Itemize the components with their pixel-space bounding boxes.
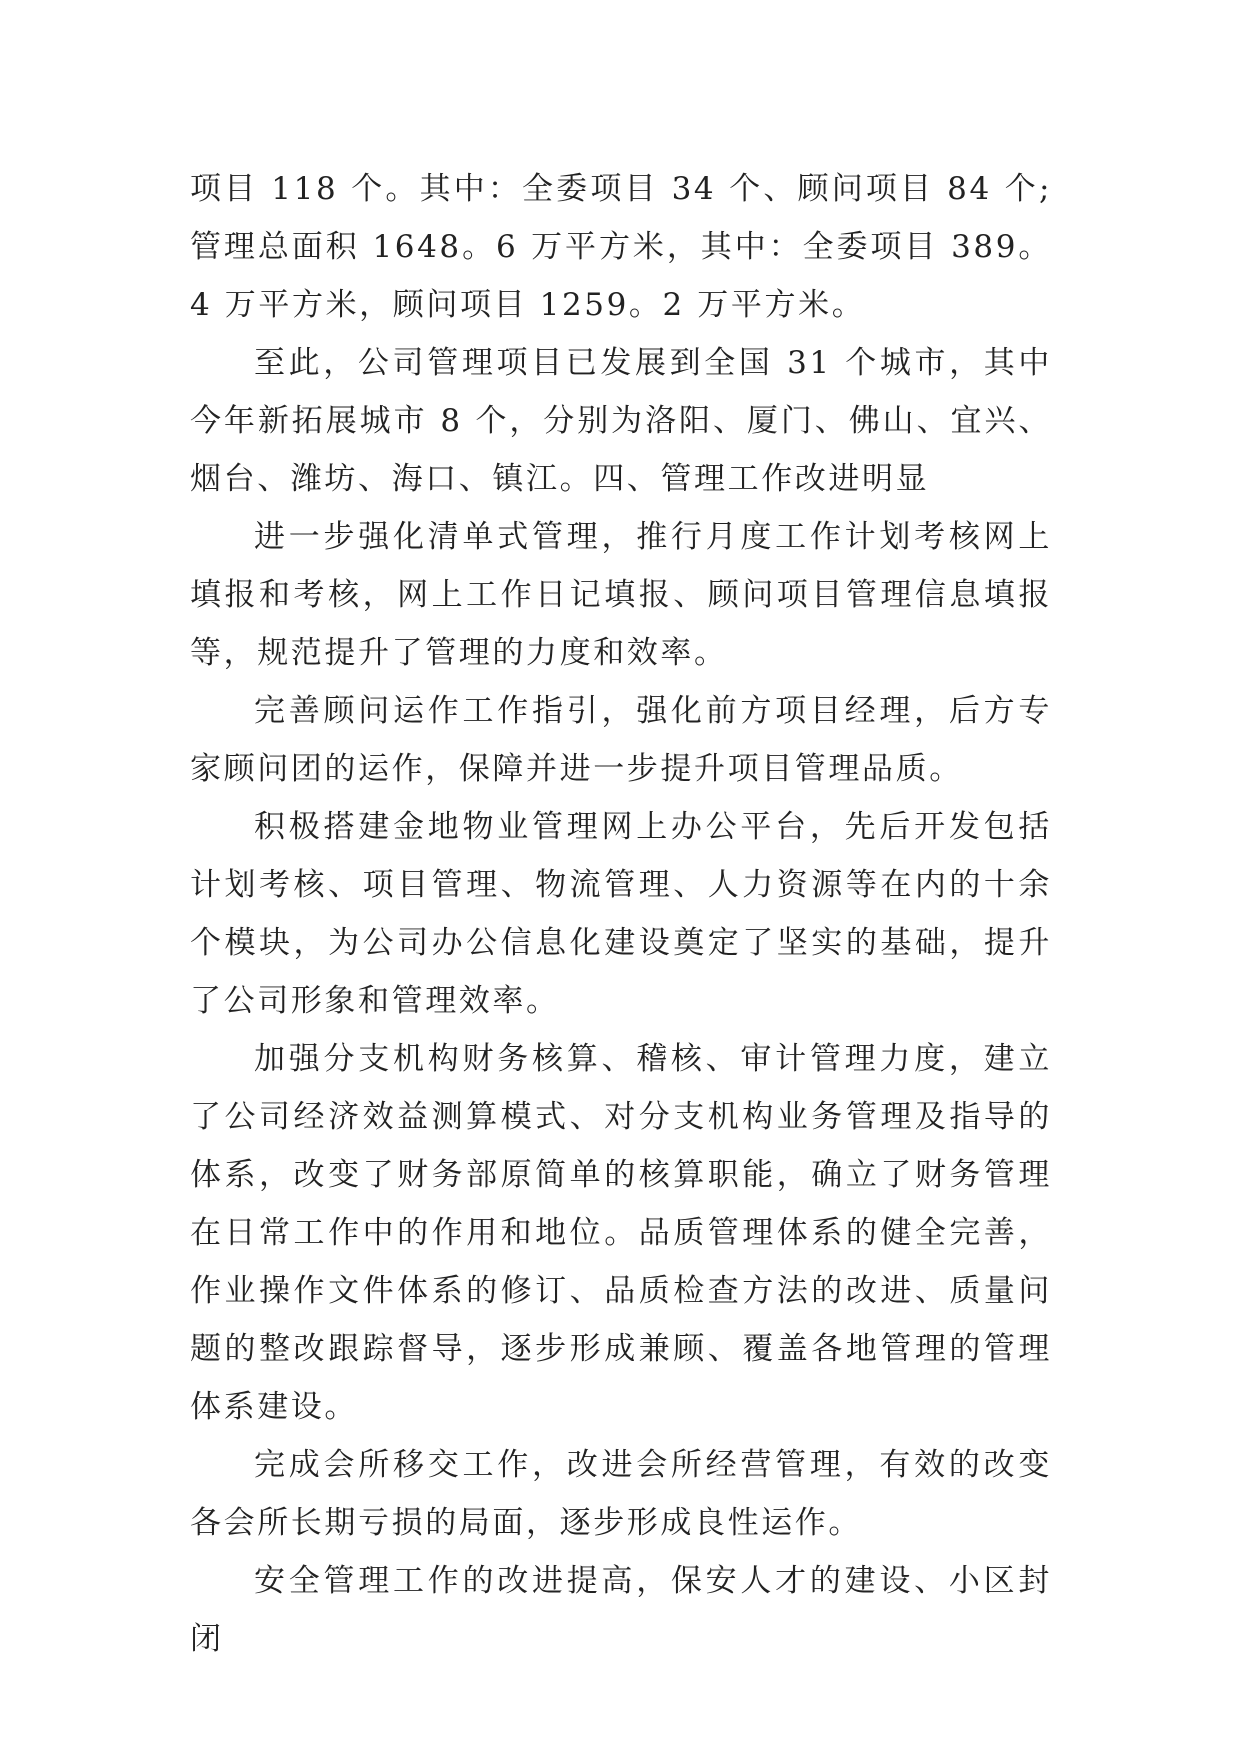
paragraph-office-platform: 积极搭建金地物业管理网上办公平台，先后开发包括计划考核、项目管理、物流管理、人力资源等在内的十余个模块，为公司办公信息化建设奠定了坚实的基础，提升了公司形象和管理效率。 — [190, 809, 1052, 1019]
paragraph-clubhouse: 完成会所移交工作，改进会所经营管理，有效的改变各会所长期亏损的局面，逐步形成良性运作。 — [190, 1447, 1052, 1541]
paragraph-security: 安全管理工作的改进提高，保安人才的建设、小区封闭 — [190, 1563, 1052, 1657]
paragraph-finance-quality: 加强分支机构财务核算、稽核、审计管理力度，建立了公司经济效益测算模式、对分支机构业务管理及指导的体系，改变了财务部原简单的核算职能，确立了财务管理在日常工作中的作用和地位。品质管理体系的健全完善，作业操作文件体系的修订、品质检查方法的改进、质量问题的整改跟踪督导，逐步形成兼顾、覆盖各地管理的管理体系建设。 — [190, 1041, 1052, 1425]
paragraph-consultant-guidelines: 完善顾问运作工作指引，强化前方项目经理，后方专家顾问团的运作，保障并进一步提升项目管理品质。 — [190, 693, 1052, 787]
paragraph-project-stats: 项目 118 个。其中：全委项目 34 个、顾问项目 84 个;管理总面积 1648。6 万平方米，其中：全委项目 389。4 万平方米，顾问项目 1259。2 万平方米。 — [190, 171, 1052, 323]
document-body — [190, 160, 1052, 1668]
paragraph-city-expansion: 至此，公司管理项目已发展到全国 31 个城市，其中今年新拓展城市 8 个，分别为洛阳、厦门、佛山、宜兴、烟台、潍坊、海口、镇江。四、管理工作改进明显 — [190, 345, 1052, 497]
paragraph-checklist-management: 进一步强化清单式管理，推行月度工作计划考核网上填报和考核，网上工作日记填报、顾问项目管理信息填报等，规范提升了管理的力度和效率。 — [190, 519, 1052, 671]
